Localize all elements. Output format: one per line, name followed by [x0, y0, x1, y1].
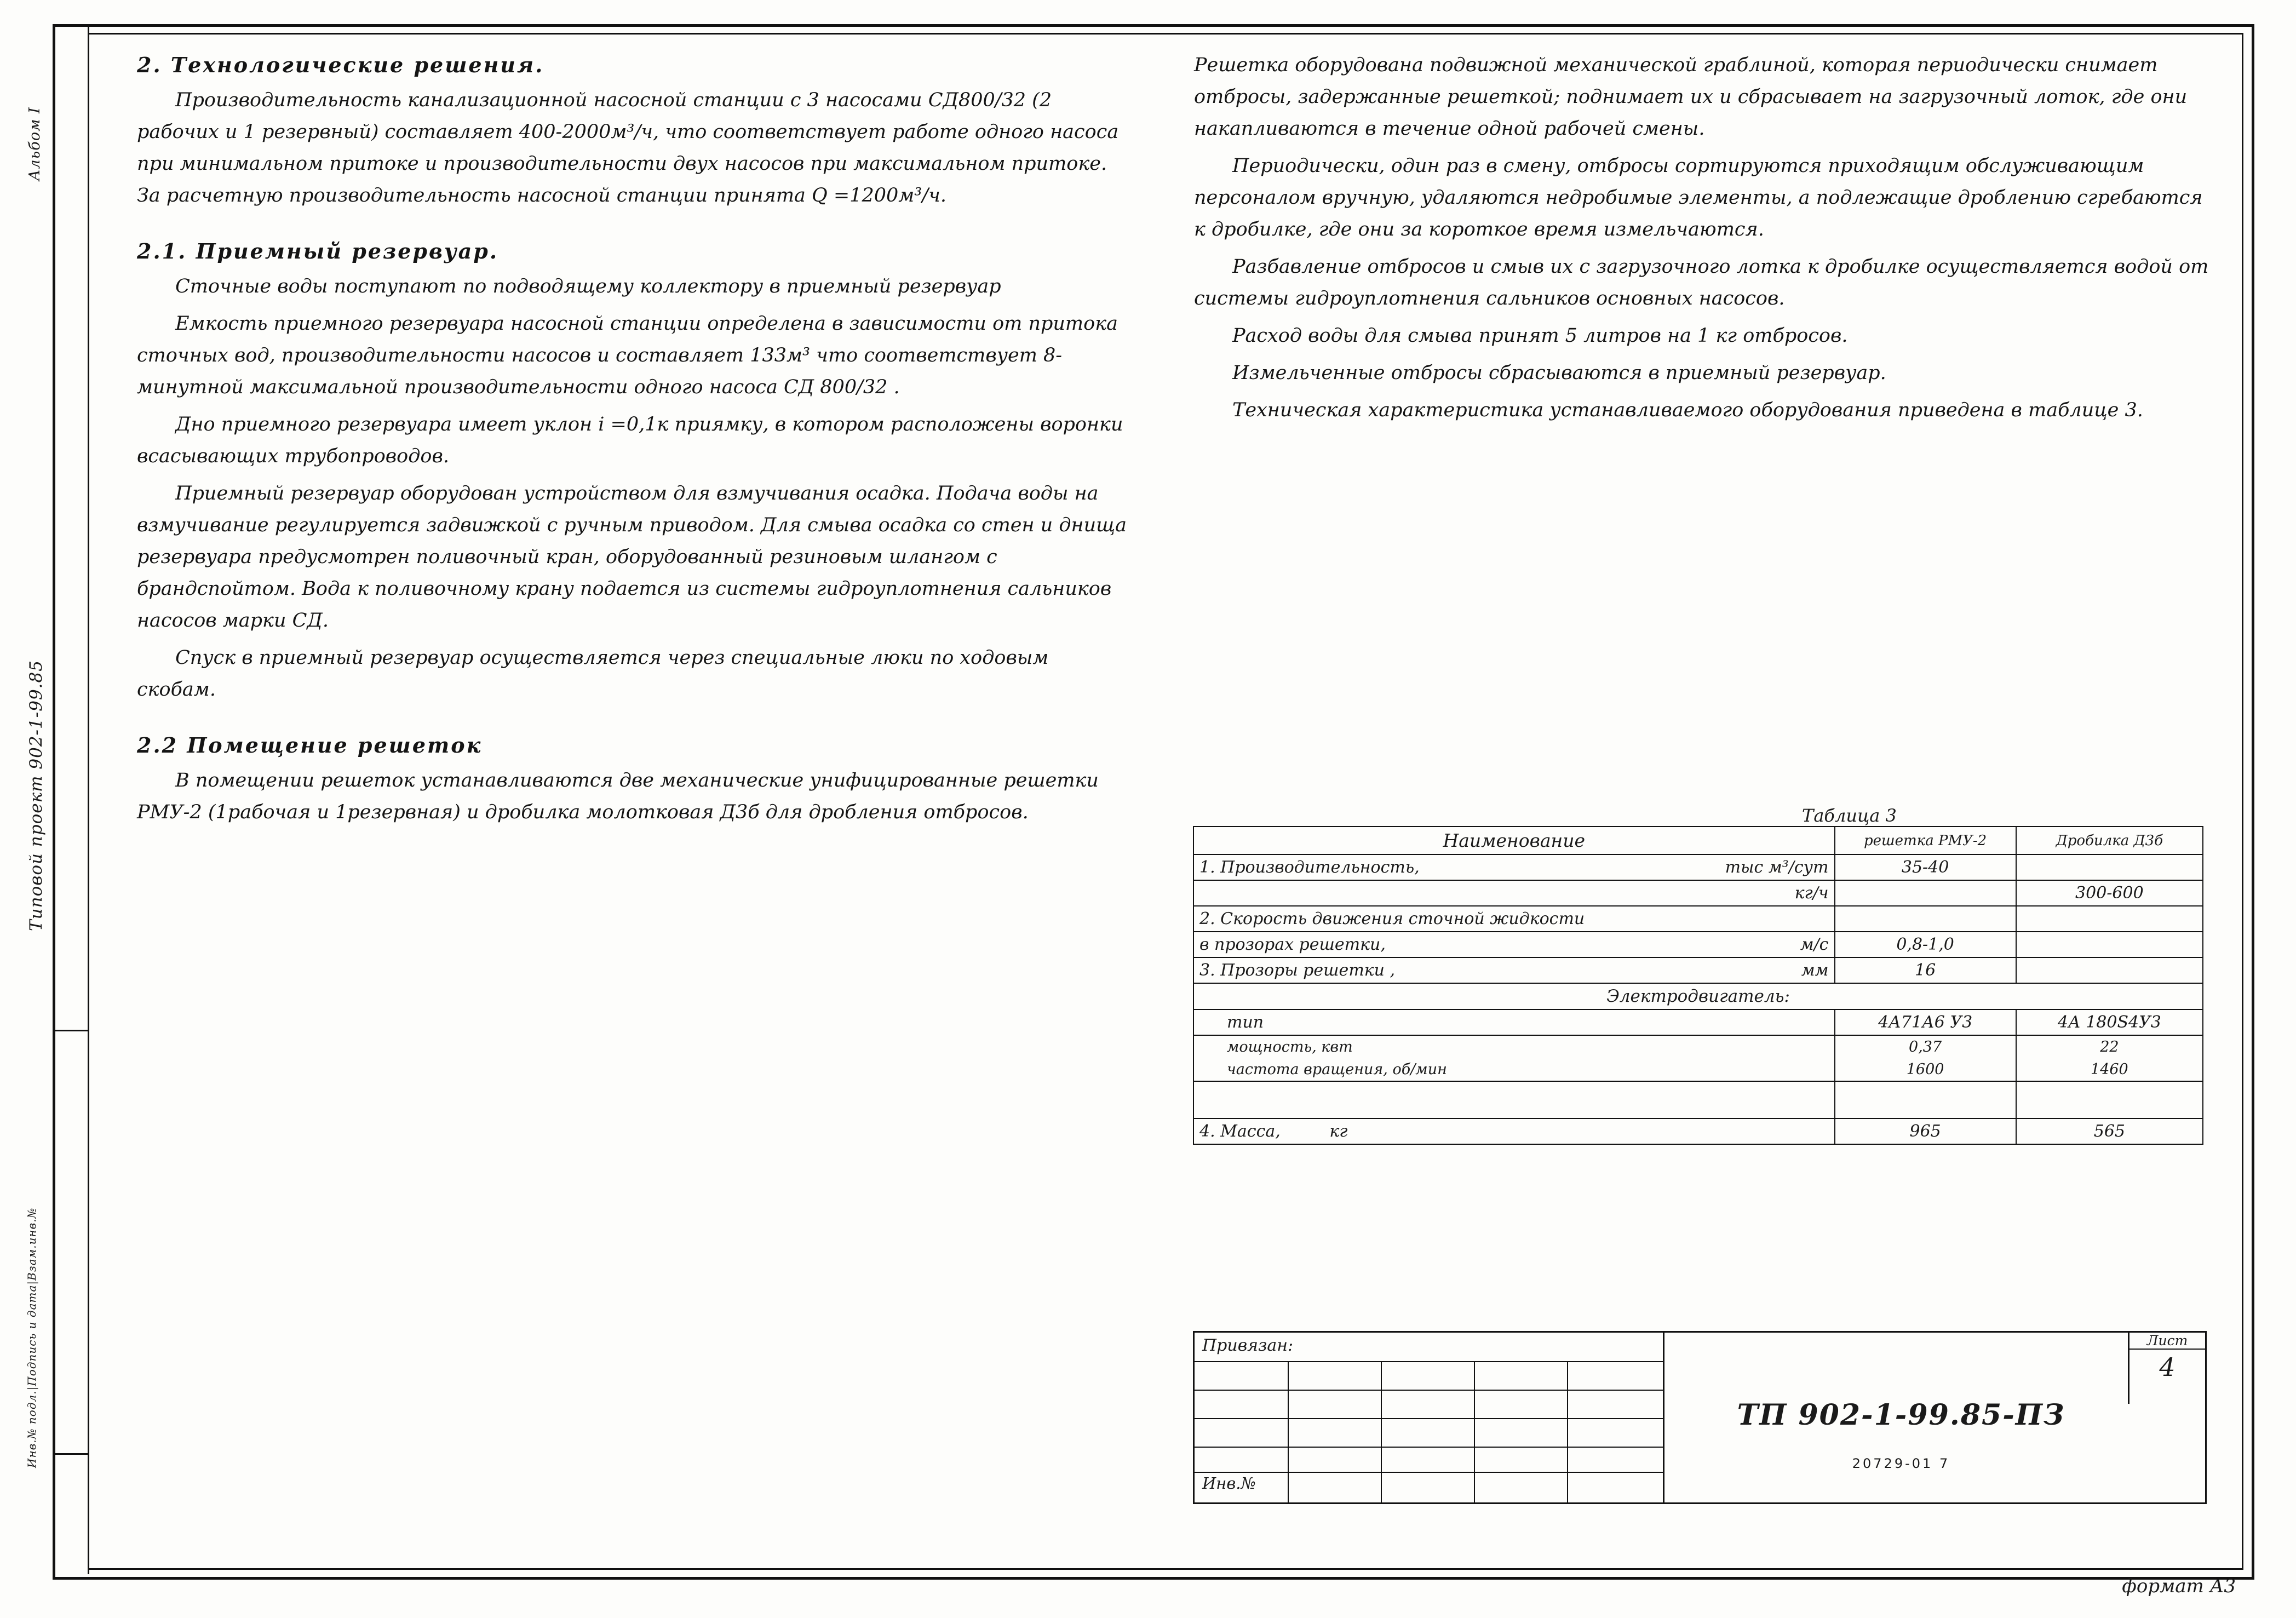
- table-row: [1193, 906, 2203, 932]
- paragraph: Сточные воды поступают по подводящему коллектору в приемный резервуар: [175, 276, 1001, 297]
- row-name: 2. Скорость движения сточной жидкости: [1193, 906, 1835, 932]
- table-row: [1193, 880, 2203, 906]
- section-heading-2-2: 2.2 Помещение решеток: [137, 733, 483, 758]
- document-body: [137, 49, 2213, 1353]
- table3: [1193, 826, 2203, 1145]
- title-block-grid: [1195, 1333, 1664, 1502]
- project-label: Типовой проект 902-1-99.85: [26, 660, 46, 931]
- row-value-1: [1835, 906, 2016, 932]
- row-value-2: 22: [2016, 1035, 2203, 1058]
- text-column-right: [1194, 49, 2213, 432]
- row-value-2: [2016, 1081, 2203, 1118]
- paragraph: В помещении решеток устанавливаются две механические унифицированные решетки РМУ-2 (1рабочая и 1резервная) и дробилка молотковая Д3б для дробления отбросов.: [137, 770, 1099, 823]
- left-stamp-box: [53, 1030, 88, 1455]
- row-value-1: 1600: [1835, 1058, 2016, 1081]
- table-row: [1193, 1118, 2203, 1144]
- table-row: [1193, 1058, 2203, 1081]
- table-row: [1193, 957, 2203, 983]
- row-label: 4. Масса,: [1199, 1122, 1281, 1141]
- row-value-2: [2016, 932, 2203, 957]
- paragraph: Спуск в приемный резервуар осуществляется через специальные люки по ходовым скобам.: [137, 647, 1049, 701]
- sheet-label: Лист: [2129, 1333, 2205, 1350]
- paragraph: Периодически, один раз в смену, отбросы сортируются приходящим обслуживающим персоналом вручную, удаляются недробимые элементы, а подлежащие дроблению сгребаются к дробилке, где они за короткое время измельчаются.: [1194, 155, 2203, 240]
- row-name: частота вращения, об/мин: [1193, 1058, 1835, 1081]
- document-subcode: 20729-01 7: [1852, 1456, 1950, 1471]
- text-column-left: [137, 49, 1128, 834]
- row-value-1: [1835, 1081, 2016, 1118]
- table-row: [1193, 932, 2203, 957]
- paragraph: Расход воды для смыва принят 5 литров на 1 кг отбросов.: [1232, 325, 1848, 347]
- table-row: [1193, 854, 2203, 880]
- paragraph: Техническая характеристика устанавливаемого оборудования приведена в таблице 3.: [1232, 399, 2143, 421]
- table-header-col1: решетка РМУ-2: [1835, 827, 2016, 854]
- row-label: 3. Прозоры решетки ,: [1199, 961, 1396, 980]
- row-unit: кг: [1329, 1122, 1348, 1141]
- row-subheader: Электродвигатель:: [1193, 983, 2203, 1009]
- inv-stamp-label: Инв.№ подл.|Подпись и дата|Взам.инв.№: [25, 1207, 38, 1468]
- table-subheader-row: [1193, 983, 2203, 1009]
- row-unit: тыс м³/сут: [1725, 858, 1829, 877]
- paragraph: Решетка оборудована подвижной механической граблиной, которая периодически снимает отбросы, задержанные решеткой; поднимает их и сбрасывает на загрузочный лоток, где они накапливаются в течение одной рабочей смены.: [1194, 54, 2188, 140]
- table-row: [1193, 1035, 2203, 1058]
- row-value-2: 4А 180S4У3: [2016, 1009, 2203, 1035]
- row-value-2: [2016, 854, 2203, 880]
- row-value-1: 0,8-1,0: [1835, 932, 2016, 957]
- document-code: ТП 902-1-99.85-ПЗ: [1737, 1398, 2065, 1432]
- section-heading-2: 2. Технологические решения.: [137, 53, 544, 77]
- table-row: [1193, 1009, 2203, 1035]
- row-value-2: 300-600: [2016, 880, 2203, 906]
- row-unit: кг/ч: [1193, 880, 1835, 906]
- paragraph: Дно приемного резервуара имеет уклон i =0,1к приямку, в котором расположены воронки всасывающих трубопроводов.: [137, 414, 1123, 467]
- paragraph: Приемный резервуар оборудован устройством для взмучивания осадка. Подача воды на взмучивание регулируется задвижкой с ручным приводом. Для смыва осадка со стен и днища резервуара предусмотрен поливочный кран, оборудованный резиновым шлангом с брандспойтом. Вода к поливочному крану подается из системы гидроуплотнения сальников насосов марки СД.: [137, 483, 1127, 632]
- row-name: [1193, 932, 1835, 957]
- row-value-2: [2016, 906, 2203, 932]
- row-name: мощность, квт: [1193, 1035, 1835, 1058]
- row-value-2: 565: [2016, 1118, 2203, 1144]
- paragraph: Производительность канализационной насосной станции с 3 насосами СД800/32 (2 рабочих и 1 резервный) составляет 400-2000м³/ч, что соответствует работе одного насоса при минимальном притоке и производительности двух насосов при максимальном притоке. За расчетную производительность насосной станции принята Q =1200м³/ч.: [137, 89, 1119, 206]
- inv-number-label: Инв.№: [1202, 1474, 1256, 1493]
- sheet-box: [2128, 1333, 2205, 1404]
- sheet-number: 4: [2159, 1352, 2176, 1382]
- row-value-1: 35-40: [1835, 854, 2016, 880]
- table-header-col2: Дробилка Д3б: [2016, 827, 2203, 854]
- table-row: [1193, 1081, 2203, 1118]
- row-value-2: 1460: [2016, 1058, 2203, 1081]
- paragraph: Емкость приемного резервуара насосной станции определена в зависимости от притока сточных вод, производительности насосов и составляет 133м³ что соответствует 8- минутной максимальной производительности одного насоса СД 800/32 .: [137, 313, 1118, 398]
- table3-caption: Таблица 3: [1802, 805, 1897, 826]
- row-name: [1193, 957, 1835, 983]
- album-label: Альбом I: [26, 107, 43, 181]
- row-value-1: 16: [1835, 957, 2016, 983]
- row-name: [1193, 1081, 1835, 1118]
- row-value-1: 0,37: [1835, 1035, 2016, 1058]
- paragraph: Измельченные отбросы сбрасываются в приемный резервуар.: [1232, 362, 1886, 384]
- row-value-1: [1835, 880, 2016, 906]
- row-value-2: [2016, 957, 2203, 983]
- privyazan-label: Привязан:: [1202, 1336, 1294, 1355]
- table-header-name: Наименование: [1193, 827, 1835, 854]
- section-heading-2-1: 2.1. Приемный резервуар.: [137, 239, 499, 263]
- row-value-1: 965: [1835, 1118, 2016, 1144]
- row-name: [1193, 1118, 1835, 1144]
- paragraph: Разбавление отбросов и смыв их с загрузочного лотка к дробилке осуществляется водой от системы гидроуплотнения сальников основных насосов.: [1194, 256, 2209, 309]
- row-unit: мм: [1801, 961, 1829, 980]
- row-label: в прозорах решетки,: [1199, 935, 1386, 954]
- format-label: формат А3: [2122, 1575, 2236, 1597]
- row-unit: м/с: [1800, 935, 1829, 954]
- row-name: тип: [1193, 1009, 1835, 1035]
- row-name: [1193, 854, 1835, 880]
- table-header-row: [1193, 827, 2203, 854]
- row-value-1: 4А71А6 У3: [1835, 1009, 2016, 1035]
- row-label: 1. Производительность,: [1199, 858, 1420, 877]
- title-block: [1193, 1331, 2207, 1504]
